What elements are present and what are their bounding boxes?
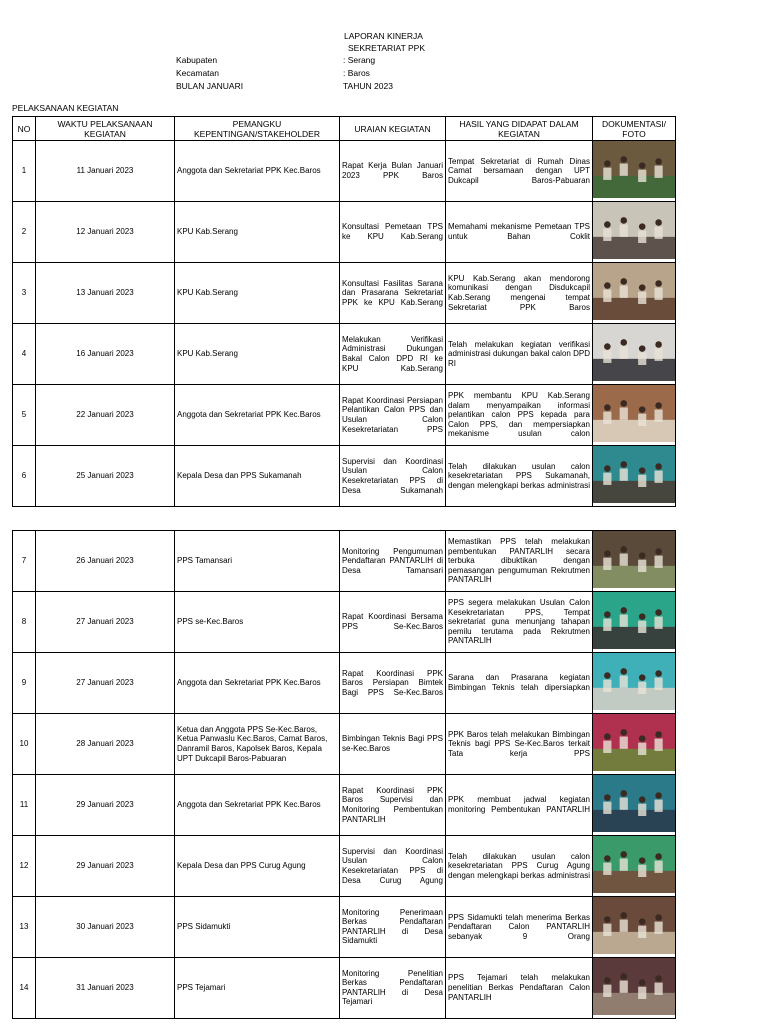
row-date-text: 13 Januari 2023 [76, 288, 134, 298]
row-stakeholder [175, 262, 340, 323]
row-stakeholder [175, 957, 340, 1018]
row-photo-cell [593, 652, 676, 713]
row-hasil [446, 531, 593, 592]
row-number-text: 9 [21, 678, 27, 688]
row-hasil [446, 835, 593, 896]
row-uraian [340, 835, 446, 896]
table-header-row [13, 117, 676, 141]
photo-verification [593, 324, 675, 381]
row-date-text: 31 Januari 2023 [76, 983, 134, 993]
row-date-text: 27 Januari 2023 [76, 678, 134, 688]
row-date [36, 262, 175, 323]
value-kecamatan: : Baros [343, 68, 370, 78]
col-header-hasil: HASIL YANG DIDAPAT DALAM KEGIATAN [446, 117, 593, 141]
row-uraian-text: Supervisi dan Koordinasi Usulan Calon Kesekretariatan PPS di Desa Sukamanah [342, 456, 443, 495]
row-uraian-text: Konsultasi Fasilitas Sarana dan Prasarana Sekretariat PPK ke KPU Kab.Serang [342, 278, 443, 307]
row-uraian [340, 262, 446, 323]
row-hasil-text: Memahami mekanisme Pemetaan TPS untuk Bahan Coklit [448, 222, 590, 241]
row-date [36, 713, 175, 774]
row-number [13, 591, 36, 652]
photo-announcement [593, 531, 675, 588]
row-hasil-text: PPK membantu KPU Kab.Serang dalam menyampaikan informasi pelantikan calon PPS kepada para Calon PPS, dan mempersiapkan mekanisme usulan calon [448, 390, 590, 439]
section-title: PELAKSANAAN KEGIATAN [12, 103, 119, 113]
row-number [13, 835, 36, 896]
row-photo-cell [593, 591, 676, 652]
row-stakeholder-text: PPS Tejamari [177, 983, 226, 993]
row-photo-cell [593, 713, 676, 774]
row-stakeholder-text: KPU Kab.Serang [177, 288, 238, 298]
table-row [13, 957, 676, 1018]
row-photo-cell [593, 896, 676, 957]
row-date-text: 30 Januari 2023 [76, 922, 134, 932]
row-date-text: 22 Januari 2023 [76, 410, 134, 420]
row-hasil-text: PPS Tejamari telah melakukan penelitian Berkas Pendaftaran Calon PANTARLIH [448, 973, 590, 1002]
row-photo-cell [593, 835, 676, 896]
row-uraian [340, 531, 446, 592]
row-photo-cell [593, 531, 676, 592]
row-photo-cell [593, 141, 676, 202]
row-number [13, 384, 36, 445]
label-bulan: BULAN JANUARI [176, 81, 244, 91]
row-hasil [446, 445, 593, 506]
table-row [13, 323, 676, 384]
row-uraian-text: Rapat Koordinasi Bersama PPS Se-Kec.Baros [342, 612, 443, 631]
row-stakeholder-text: Kepala Desa dan PPS Curug Agung [177, 861, 306, 871]
row-photo-cell [593, 262, 676, 323]
row-hasil [446, 774, 593, 835]
row-uraian-text: Rapat Koordinasi PPK Baros Supervisi dan Monitoring Pembentukan PANTARLIH [342, 785, 443, 824]
table-row [13, 531, 676, 592]
table-row [13, 774, 676, 835]
photo-floor-meeting [593, 385, 675, 442]
row-date-text: 26 Januari 2023 [76, 556, 134, 566]
row-uraian [340, 652, 446, 713]
row-photo-cell [593, 384, 676, 445]
row-hasil [446, 384, 593, 445]
row-date-text: 11 Januari 2023 [76, 166, 134, 176]
photo-village-meeting [593, 446, 675, 503]
row-stakeholder-text: PPS Tamansari [177, 556, 232, 566]
value-kabupaten: : Serang [343, 55, 376, 65]
row-number [13, 141, 36, 202]
row-uraian-text: Konsultasi Pemetaan TPS ke KPU Kab.Serang [342, 222, 443, 241]
col-header-pemangku: PEMANGKU KEPENTINGAN/STAKEHOLDER [175, 117, 340, 141]
row-number [13, 201, 36, 262]
row-uraian-text: Rapat Kerja Bulan Januari 2023 PPK Baros [342, 161, 443, 180]
row-photo-cell [593, 774, 676, 835]
photo-document-check [593, 958, 675, 1015]
row-number-text: 10 [19, 739, 29, 749]
table-row [13, 896, 676, 957]
row-date [36, 531, 175, 592]
row-photo-cell [593, 201, 676, 262]
row-date-text: 29 Januari 2023 [76, 800, 134, 810]
row-hasil-text: Telah dilakukan usulan calon kesekretariatan PPS Curug Agung dengan melengkapi berkas administrasi [448, 851, 590, 880]
row-number [13, 957, 36, 1018]
table-row [13, 384, 676, 445]
row-number [13, 652, 36, 713]
row-date-text: 27 Januari 2023 [76, 617, 134, 627]
row-stakeholder [175, 384, 340, 445]
photo-group-banner [593, 714, 675, 771]
row-number-text: 1 [21, 166, 27, 176]
row-uraian [340, 896, 446, 957]
table-row [13, 262, 676, 323]
row-stakeholder [175, 531, 340, 592]
row-stakeholder-text: Anggota dan Sekretariat PPK Kec.Baros [177, 166, 321, 176]
row-hasil-text: Memastikan PPS telah melakukan pembentukan PANTARLIH secara terbuka dibuktikan dengan pemasangan pengumuman Rekrutmen PANTARLIH [448, 537, 590, 585]
row-hasil [446, 896, 593, 957]
row-stakeholder [175, 141, 340, 202]
photo-registration [593, 897, 675, 954]
row-uraian [340, 384, 446, 445]
row-stakeholder [175, 201, 340, 262]
row-number [13, 531, 36, 592]
photo-village-office [593, 836, 675, 893]
row-date [36, 384, 175, 445]
row-uraian-text: Monitoring Penelitian Berkas Pendaftaran PANTARLIH di Desa Tejamari [342, 968, 443, 1007]
row-hasil [446, 713, 593, 774]
row-stakeholder [175, 713, 340, 774]
col-header-no: NO [13, 117, 36, 141]
row-number-text: 11 [19, 800, 29, 810]
row-photo-cell [593, 445, 676, 506]
row-uraian-text: Supervisi dan Koordinasi Usulan Calon Kesekretariatan PPS di Desa Curug Agung [342, 846, 443, 885]
row-stakeholder [175, 323, 340, 384]
row-hasil-text: PPK membuat jadwal kegiatan monitoring Pembentukan PANTARLIH [448, 795, 590, 814]
row-date [36, 591, 175, 652]
row-date [36, 774, 175, 835]
row-number-text: 4 [21, 349, 27, 359]
row-number [13, 445, 36, 506]
photo-room-prep [593, 653, 675, 710]
row-hasil-text: Telah melakukan kegiatan verifikasi administrasi dukungan bakal calon DPD RI [448, 339, 590, 368]
row-hasil-text: KPU Kab.Serang akan mendorong komunikasi dengan Disdukcapil Kab.Serang mengenai tempat Sekretariat PPK Baros [448, 273, 590, 312]
photo-discussion [593, 775, 675, 832]
table-row [13, 445, 676, 506]
row-date [36, 896, 175, 957]
row-stakeholder-text: Kepala Desa dan PPS Sukamanah [177, 471, 302, 481]
label-kabupaten: Kabupaten [176, 55, 218, 65]
row-hasil [446, 201, 593, 262]
row-stakeholder-text: KPU Kab.Serang [177, 349, 238, 359]
row-number-text: 5 [21, 410, 27, 420]
photo-office-meeting [593, 263, 675, 320]
row-date [36, 201, 175, 262]
row-hasil [446, 591, 593, 652]
value-tahun: TAHUN 2023 [343, 81, 393, 91]
row-uraian [340, 141, 446, 202]
row-number-text: 2 [21, 227, 27, 237]
row-stakeholder-text: Anggota dan Sekretariat PPK Kec.Baros [177, 410, 321, 420]
row-stakeholder [175, 652, 340, 713]
row-stakeholder-text: Ketua dan Anggota PPS Se-Kec.Baros, Ketua Panwaslu Kec.Baros, Camat Baros, Danramil Baros, Kapolsek Baros, Kepala UPT Dukcapil Baros-Pabuaran [177, 724, 328, 763]
activity-table-page1 [12, 116, 676, 507]
row-hasil-text: PPS Sidamukti telah menerima Berkas Pendaftaran Calon PANTARLIH sebanyak 9 Orang [448, 912, 590, 941]
row-number-text: 7 [21, 556, 27, 566]
row-uraian-text: Bimbingan Teknis Bagi PPS se-Kec.Baros [342, 734, 443, 753]
row-date-text: 29 Januari 2023 [76, 861, 134, 871]
col-header-uraian: URAIAN KEGIATAN [340, 117, 446, 141]
row-number-text: 12 [19, 861, 29, 871]
row-uraian-text: Melakukan Verifikasi Administrasi Dukungan Bakal Calon DPD RI ke KPU Kab.Serang [342, 334, 443, 373]
table-row [13, 835, 676, 896]
row-hasil-text: PPK Baros telah melakukan Bimbingan Teknis bagi PPS Se-Kec.Baros terkait Tata kerja PPS [448, 729, 590, 758]
row-uraian [340, 445, 446, 506]
row-date [36, 445, 175, 506]
row-number-text: 8 [21, 617, 27, 627]
col-header-dokumentasi: DOKUMENTASI/ FOTO [593, 117, 676, 141]
row-date [36, 835, 175, 896]
row-stakeholder [175, 774, 340, 835]
row-stakeholder [175, 896, 340, 957]
row-date-text: 28 Januari 2023 [76, 739, 134, 749]
row-date-text: 16 Januari 2023 [76, 349, 134, 359]
row-date-text: 12 Januari 2023 [76, 227, 134, 237]
label-kecamatan: Kecamatan [176, 68, 219, 78]
table-row [13, 141, 676, 202]
row-number-text: 3 [21, 288, 27, 298]
table-row [13, 201, 676, 262]
row-hasil-text: Sarana dan Prasarana kegiatan Bimbingan Teknis telah dipersiapkan [448, 673, 590, 692]
row-date [36, 323, 175, 384]
row-uraian-text: Rapat Koordinasi Persiapan Pelantikan Calon PPS dan Usulan Calon Kesekretariatan PPS [342, 395, 443, 434]
row-stakeholder [175, 835, 340, 896]
row-hasil-text: Telah dilakukan usulan calon kesekretariatan PPS Sukamanah, dengan melengkapi berkas administrasi [448, 461, 590, 490]
table-row [13, 652, 676, 713]
row-uraian [340, 713, 446, 774]
row-photo-cell [593, 957, 676, 1018]
row-number [13, 896, 36, 957]
row-stakeholder-text: KPU Kab.Serang [177, 227, 238, 237]
photo-hall-meeting [593, 592, 675, 649]
row-uraian [340, 323, 446, 384]
row-uraian-text: Monitoring Pengumuman Pendaftaran PANTARLIH di Desa Tamansari [342, 546, 443, 575]
row-stakeholder [175, 591, 340, 652]
row-number [13, 262, 36, 323]
row-number-text: 6 [21, 471, 27, 481]
row-hasil [446, 262, 593, 323]
row-hasil [446, 141, 593, 202]
photo-office-desk [593, 202, 675, 259]
activity-table-page2 [12, 530, 676, 1019]
row-hasil [446, 323, 593, 384]
row-photo-cell [593, 323, 676, 384]
row-number [13, 323, 36, 384]
row-number [13, 774, 36, 835]
row-date [36, 652, 175, 713]
row-uraian-text: Monitoring Penerimaan Berkas Pendaftaran PANTARLIH di Desa Sidamukti [342, 907, 443, 946]
row-stakeholder [175, 445, 340, 506]
row-uraian-text: Rapat Koordinasi PPK Baros Persiapan Bimtek Bagi PPS Se-Kec.Baros [342, 668, 443, 697]
report-title: LAPORAN KINERJA [344, 31, 423, 41]
row-date-text: 25 Januari 2023 [76, 471, 134, 481]
row-number-text: 14 [19, 983, 29, 993]
photo-meeting-outdoor [593, 141, 675, 198]
row-uraian [340, 957, 446, 1018]
report-subtitle: SEKRETARIAT PPK [348, 43, 425, 53]
row-number-text: 13 [19, 922, 29, 932]
row-date [36, 141, 175, 202]
col-header-waktu: WAKTU PELAKSANAAN KEGIATAN [36, 117, 175, 141]
row-uraian [340, 774, 446, 835]
row-stakeholder-text: PPS se-Kec.Baros [177, 617, 244, 627]
row-stakeholder-text: Anggota dan Sekretariat PPK Kec.Baros [177, 800, 321, 810]
table-row [13, 713, 676, 774]
row-uraian [340, 591, 446, 652]
row-stakeholder-text: Anggota dan Sekretariat PPK Kec.Baros [177, 678, 321, 688]
row-hasil [446, 957, 593, 1018]
row-number [13, 713, 36, 774]
row-hasil-text: Tempat Sekretariat di Rumah Dinas Camat bersamaan dengan UPT Dukcapil Baros-Pabuaran [448, 156, 590, 185]
row-hasil [446, 652, 593, 713]
row-date [36, 957, 175, 1018]
row-stakeholder-text: PPS Sidamukti [177, 922, 231, 932]
row-uraian [340, 201, 446, 262]
table-row [13, 591, 676, 652]
row-hasil-text: PPS segera melakukan Usulan Calon Kesekretariatan PPS, Tempat sekretariat guna menunjang tahapan pemilu terutama pada Rekrutmen PANTARLIH [448, 597, 590, 646]
